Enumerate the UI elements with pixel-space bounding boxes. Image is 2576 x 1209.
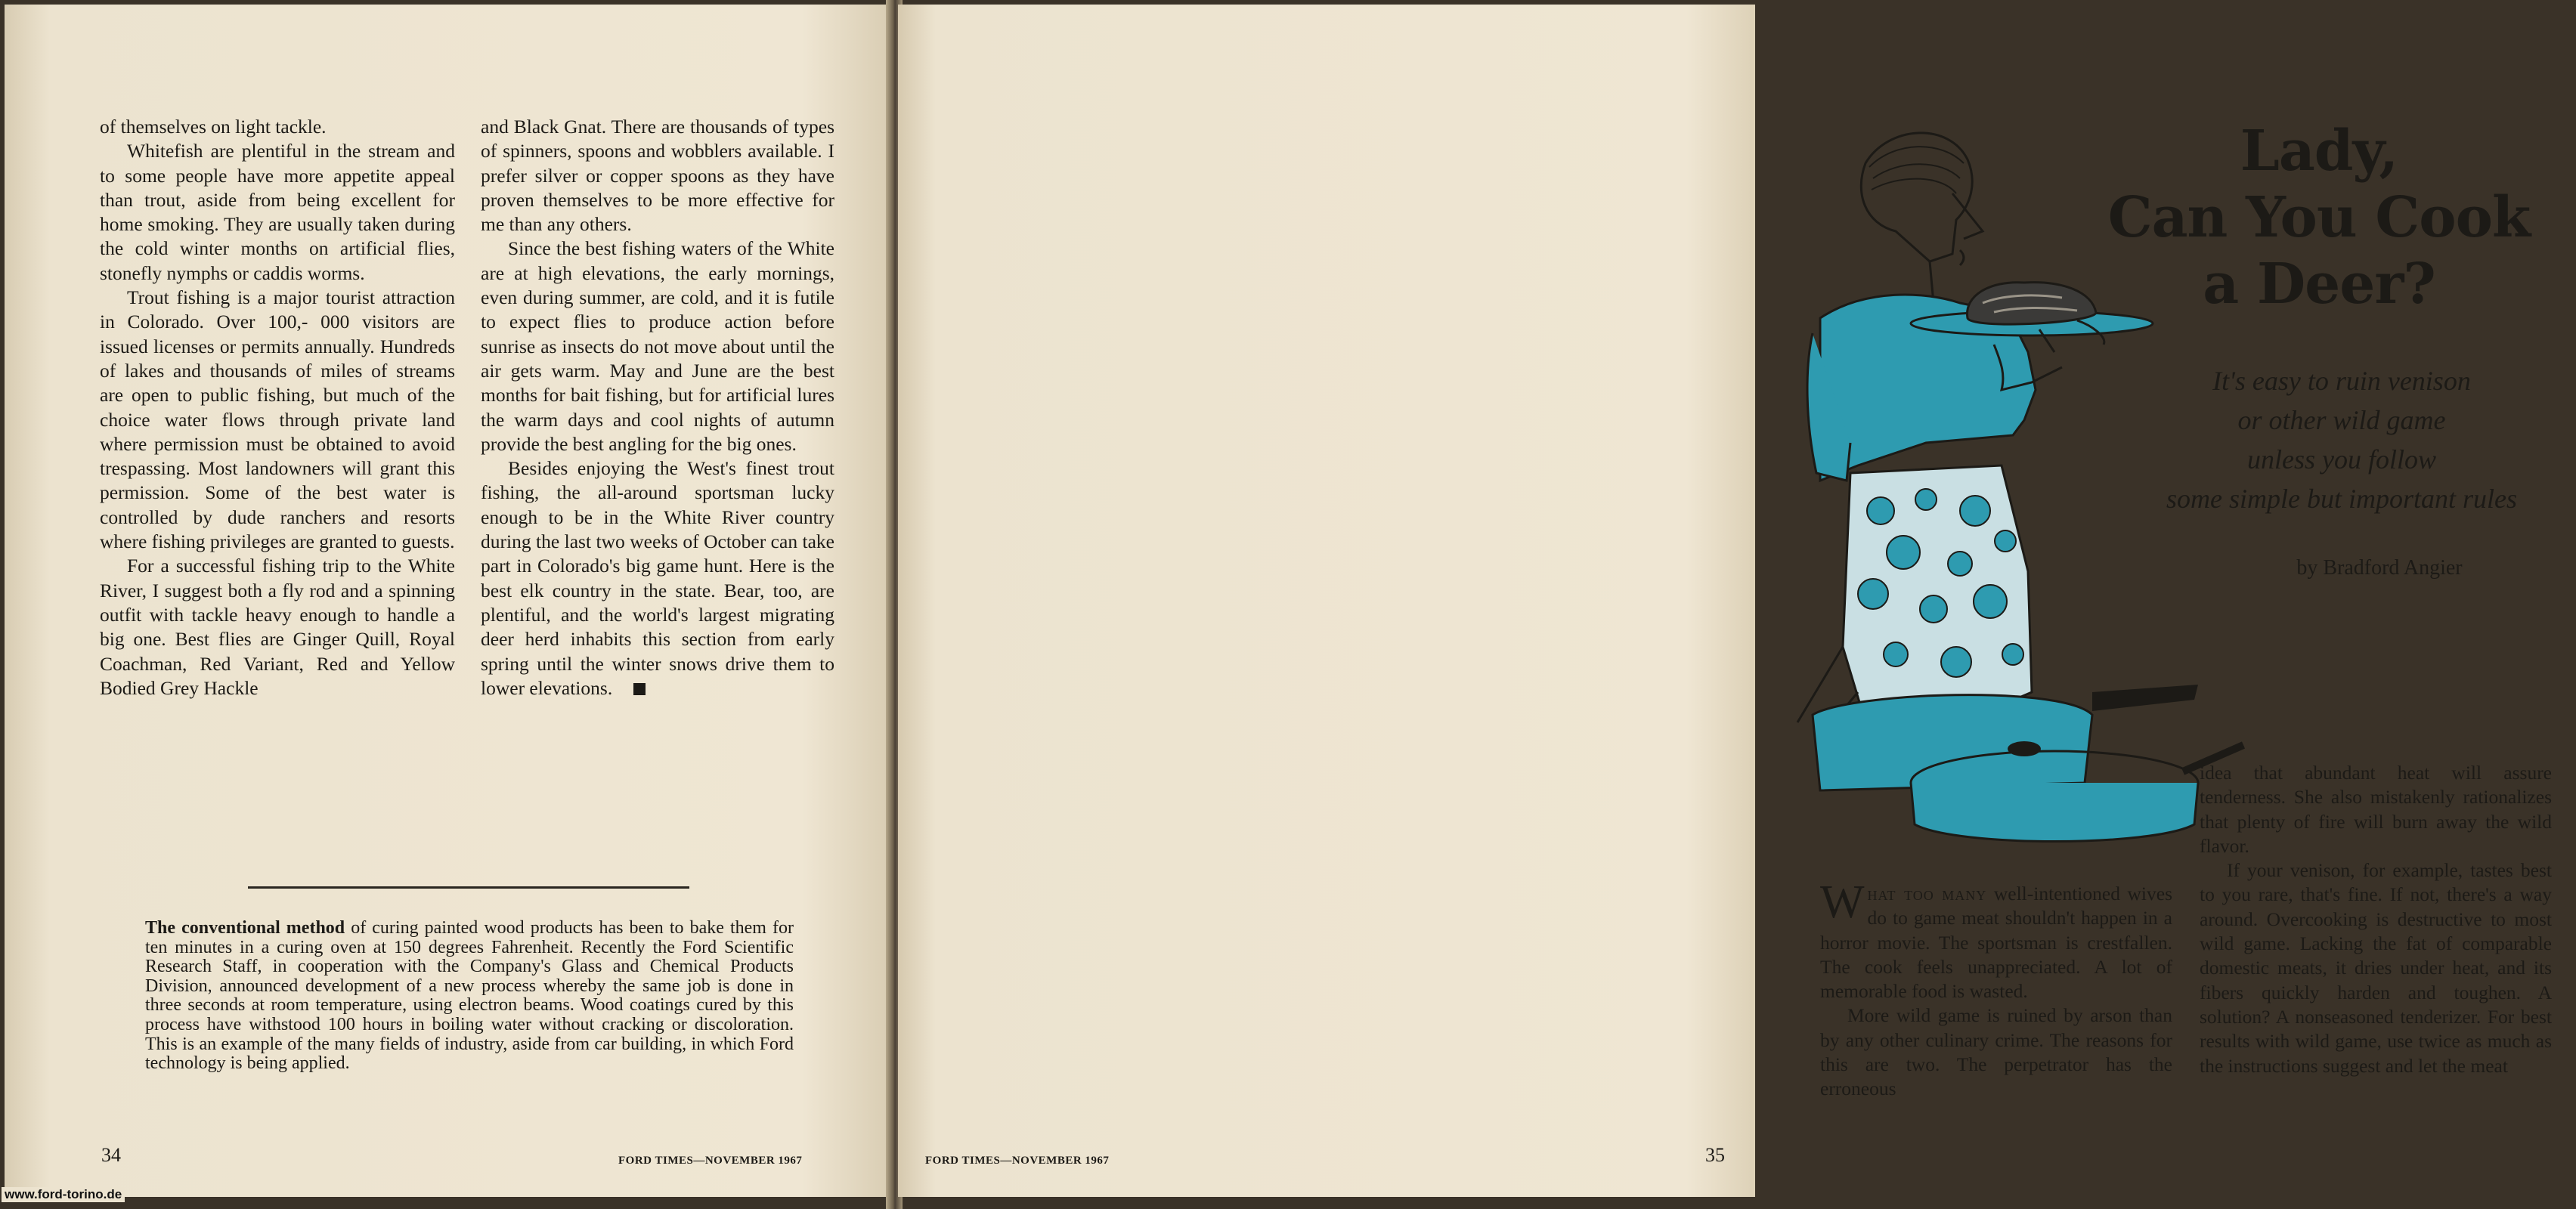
divider bbox=[248, 886, 689, 889]
paragraph: of themselves on light tackle. bbox=[100, 116, 327, 138]
title-line: Lady, bbox=[2240, 119, 2398, 184]
byline: by Bradford Angier bbox=[2296, 556, 2463, 580]
deck-line: unless you follow bbox=[2247, 444, 2436, 475]
right-page bbox=[898, 5, 2552, 1197]
lead-in: hat too many bbox=[1867, 883, 1987, 904]
paragraph bbox=[481, 456, 834, 700]
paragraph: More wild game is ruined by arson than by any other culinary crime. The reasons for this are two. The perpetrator has the erroneous bbox=[1820, 1004, 2172, 1100]
paragraph-text: Besides enjoying the West's finest trout fishing, the all-around sportsman lucky enough to be in the White River country during the last two weeks of October can take part in Colorado's big game hunt. Here is the best elk country in the state. Bear, too, are plentiful, and the world's largest migrating deer herd inhabits this section from early spring until the winter snows drive them to lower elevations. bbox=[481, 457, 834, 699]
paragraph: For a successful fishing trip to the White River, I suggest both a fly rod and a spinning outfit with tackle heavy enough to handle a big one. Best flies are Ginger Quill, Royal Coachman, Red Variant, Red and Yellow Bodied Grey Hackle bbox=[100, 555, 455, 699]
running-footer: FORD TIMES—NOVEMBER 1967 bbox=[618, 1155, 803, 1167]
paragraph: Whitefish are plentiful in the stream and to some people have more appetite appeal than trout, aside from being excellent for home smoking. They are usually taken during the cold winter months on artificial flies, stonefly nymphs or caddis worms. bbox=[100, 140, 455, 284]
end-mark-icon bbox=[633, 683, 646, 695]
right-column-2 bbox=[2200, 761, 2552, 1078]
left-page bbox=[5, 5, 890, 1197]
deck-line: some simple but important rules bbox=[2166, 484, 2517, 514]
sidebar-text: of curing painted wood products has been to bake them for ten minutes in a curing oven at 150 degrees Fahrenheit. Recently the Ford Scientific Research Staff, in cooperation with the Company's Glass and Chemical Products Division, announced development of a new process whereby the same job is done in three seconds at room temperature, using electron beams. Wood coatings cured by this process have withstood 100 hours in boiling water without cracking or discoloration. This is an example of the many fields of industry, aside from car building, in which Ford technology is being applied. bbox=[145, 918, 794, 1074]
paragraph: idea that abundant heat will assure tenderness. She also mistakenly rationalizes that plenty of fire will burn away the wild flavor. bbox=[2200, 762, 2552, 857]
page-number: 34 bbox=[101, 1144, 121, 1166]
sidebar-lead: The conventional method bbox=[145, 918, 345, 938]
page-number: 35 bbox=[1705, 1144, 1725, 1166]
left-column-1 bbox=[100, 115, 455, 700]
right-column-1 bbox=[1820, 877, 2172, 1102]
left-column-2 bbox=[481, 115, 834, 700]
paragraph: and Black Gnat. There are thousands of types of spinners, spoons and wobblers available. I prefer silver or copper spoons as they have proven themselves to be more effective for me than any others. bbox=[481, 116, 834, 236]
paragraph: If your venison, for example, tastes best to you rare, that's fine. If not, there's a way around. Overcooking is destructive to most wild game. Lacking the fat of comparable domestic meats, it dries under heat, and its fibers quickly harden and toughen. A solution? A nonseasoned tenderizer. For best results with wild game, use twice as much as the instructions suggest and let the meat bbox=[2200, 859, 2552, 1077]
article-title bbox=[2077, 118, 2561, 317]
title-line: Can You Cook bbox=[2107, 185, 2531, 250]
paragraph-text: well-intentioned wives do to game meat shouldn't happen in a horror movie. The sportsman is crestfallen. The cook feels unappreciated. A lot of memorable food is wasted. bbox=[1820, 883, 2172, 1003]
paragraph: Since the best fishing waters of the White are at high elevations, the early mornings, even during summer, are cold, and it is futile to expect flies to produce action before sunrise as insects do not move about until the air gets warm. May and June are the best months for bait fishing, but for artificial lures the warm days and cool nights of autumn provide the best angling for the big ones. bbox=[481, 237, 834, 455]
paragraph: Trout fishing is a major tourist attraction in Colorado. Over 100,- 000 visitors are issued licenses or permits annually. Hundreds of lakes and thousands of miles of streams are open to public fishing, but much of the choice water flows through private land where permission must be obtained to avoid trespassing. Most landowners will grant this permission. Some of the best water is controlled by dude ranchers and resorts where fishing privileges are granted to guests. bbox=[100, 286, 455, 553]
deck-line: It's easy to ruin venison bbox=[2212, 366, 2471, 396]
article-deck bbox=[2107, 361, 2576, 518]
deck-line: or other wild game bbox=[2237, 405, 2446, 435]
watermark: www.ford-torino.de bbox=[2, 1187, 125, 1202]
running-footer: FORD TIMES—NOVEMBER 1967 bbox=[925, 1155, 1110, 1167]
sidebar-note bbox=[145, 919, 794, 1074]
drop-cap: W bbox=[1820, 877, 1865, 928]
title-line: a Deer? bbox=[2203, 252, 2435, 317]
paragraph bbox=[1820, 877, 2172, 1003]
